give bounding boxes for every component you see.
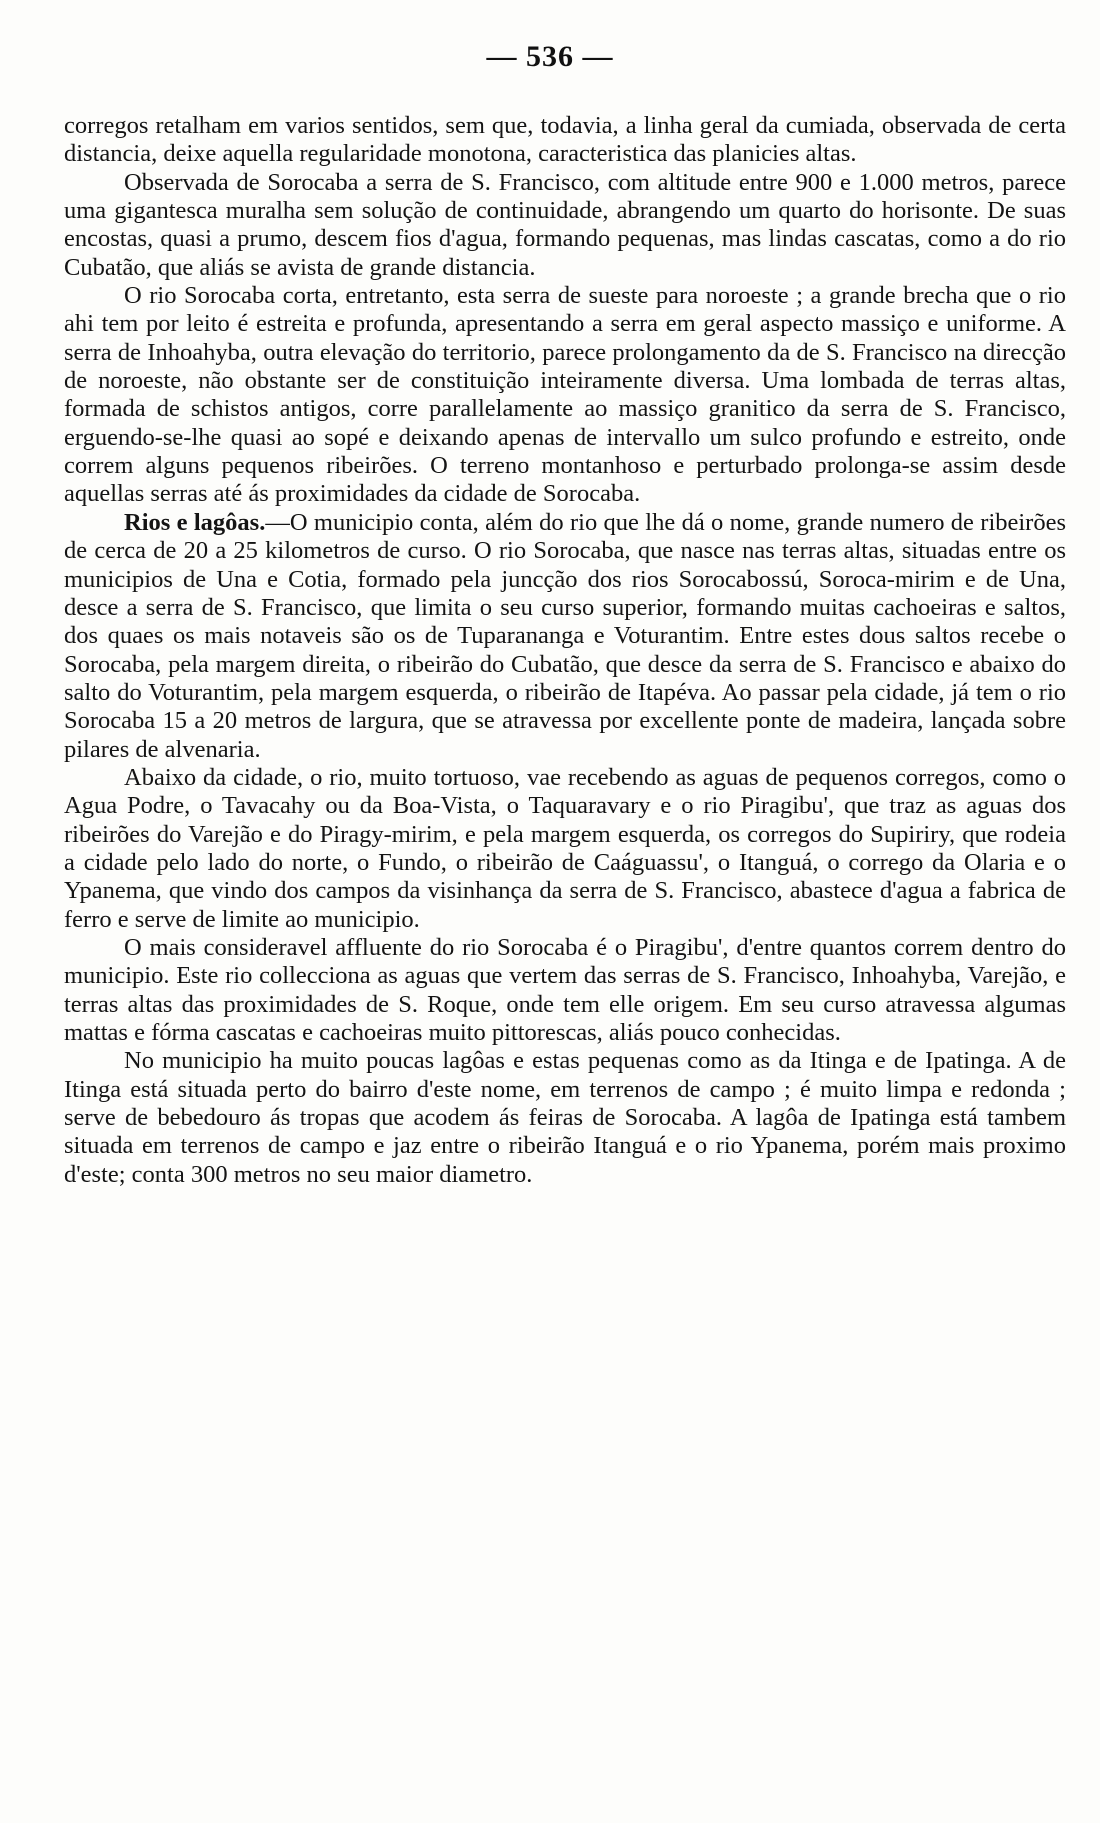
paragraph-6 (64, 934, 1066, 1047)
paragraph-5 (64, 764, 1066, 934)
paragraph-1-text: corregos retalham em varios sentidos, sem que, todavia, a linha geral da cumiada, observada de certa distancia, deixe aquella regularidade monotona, caracteristica das planicies altas. (64, 112, 1066, 168)
paragraph-4 (64, 509, 1066, 764)
paragraph-2 (64, 169, 1066, 282)
paragraph-4-text: —O municipio conta, além do rio que lhe dá o nome, grande numero de ribeirões de cerca de 20 a 25 kilometros de curso. O rio Sorocaba, que nasce nas terras altas, situadas entre os municipios de Una e Cotia, formado pela juncção dos rios Sorocabossú, Soroca-mirim e de Una, desce a serra de S. Francisco, que limita o seu curso superior, formando muitas cachoeiras e saltos, dos quaes os mais notaveis são os de Tuparananga e Voturantim. Entre estes dous saltos recebe o Sorocaba, pela margem direita, o ribeirão do Cubatão, que desce da serra de S. Francisco e abaixo do salto do Voturantim, pela margem esquerda, o ribeirão de Itapéva. Ao passar pela cidade, já tem o rio Sorocaba 15 a 20 metros de largura, que se atravessa por excellente ponte de madeira, lançada sobre pilares de alvenaria. (64, 508, 1066, 763)
paragraph-3 (64, 282, 1066, 509)
paragraph-7 (64, 1047, 1066, 1189)
paragraph-2-text: Observada de Sorocaba a serra de S. Francisco, com altitude entre 900 e 1.000 metros, parece uma gigantesca muralha sem solução de continuidade, abrangendo um quarto do horisonte. De suas encostas, quasi a prumo, descem fios d'agua, formando pequenas, mas lindas cascatas, como a do rio Cubatão, que aliás se avista de grande distancia. (64, 168, 1066, 281)
paragraph-7-text: No municipio ha muito poucas lagôas e estas pequenas como as da Itinga e de Ipatinga. A de Itinga está situada perto do bairro d'este nome, em terrenos de campo ; é muito limpa e redonda ; serve de bebedouro ás tropas que acodem ás feiras de Sorocaba. A lagôa de Ipatinga está tambem situada em terrenos de campo e jaz entre o ribeirão Itanguá e o rio Ypanema, porém mais proximo d'este; conta 300 metros no seu maior diametro. (64, 1047, 1066, 1188)
paragraph-6-text: O mais consideravel affluente do rio Sorocaba é o Piragibu', d'entre quantos correm dentro do municipio. Este rio collecciona as aguas que vertem das serras de S. Francisco, Inhoahyba, Varejão, e terras altas das proximidades de S. Roque, onde tem elle origem. Em seu curso atravessa algumas mattas e fórma cascatas e cachoeiras muito pittorescas, aliás pouco conhecidas. (64, 933, 1066, 1046)
paragraph-1 (64, 112, 1066, 169)
page-number: — 536 — (486, 40, 614, 73)
body-text (64, 112, 1066, 1189)
section-heading-rios-e-lagoas: Rios e lagôas. (124, 508, 266, 536)
paragraph-3-text: O rio Sorocaba corta, entretanto, esta serra de sueste para noroeste ; a grande brecha que o rio ahi tem por leito é estreita e profunda, apresentando a serra em geral aspecto massiço e uniforme. A serra de Inhoahyba, outra elevação do territorio, parece prolongamento da de S. Francisco na direcção de noroeste, não obstante ser de constituição inteiramente diversa. Uma lombada de terras altas, formada de schistos antigos, corre parallelamente ao massiço granitico da serra de S. Francisco, erguendo-se-lhe quasi ao sopé e deixando apenas de intervallo um sulco profundo e estreito, onde correm alguns pequenos ribeirões. O terreno montanhoso e perturbado prolonga-se assim desde aquellas serras até ás proximidades da cidade de Sorocaba. (64, 282, 1066, 508)
paragraph-5-text: Abaixo da cidade, o rio, muito tortuoso, vae recebendo as aguas de pequenos corregos, como o Agua Podre, o Tavacahy ou da Boa-Vista, o Taquaravary e o rio Piragibu', que traz as aguas dos ribeirões do Varejão e do Piragy-mirim, e pela margem esquerda, os corregos do Supiriry, que rodeia a cidade pelo lado do norte, o Fundo, o ribeirão de Caáguassu', o Itanguá, o corrego da Olaria e o Ypanema, que vindo dos campos da visinhança da serra de S. Francisco, abastece d'agua a fabrica de ferro e serve de limite ao municipio. (64, 763, 1066, 933)
